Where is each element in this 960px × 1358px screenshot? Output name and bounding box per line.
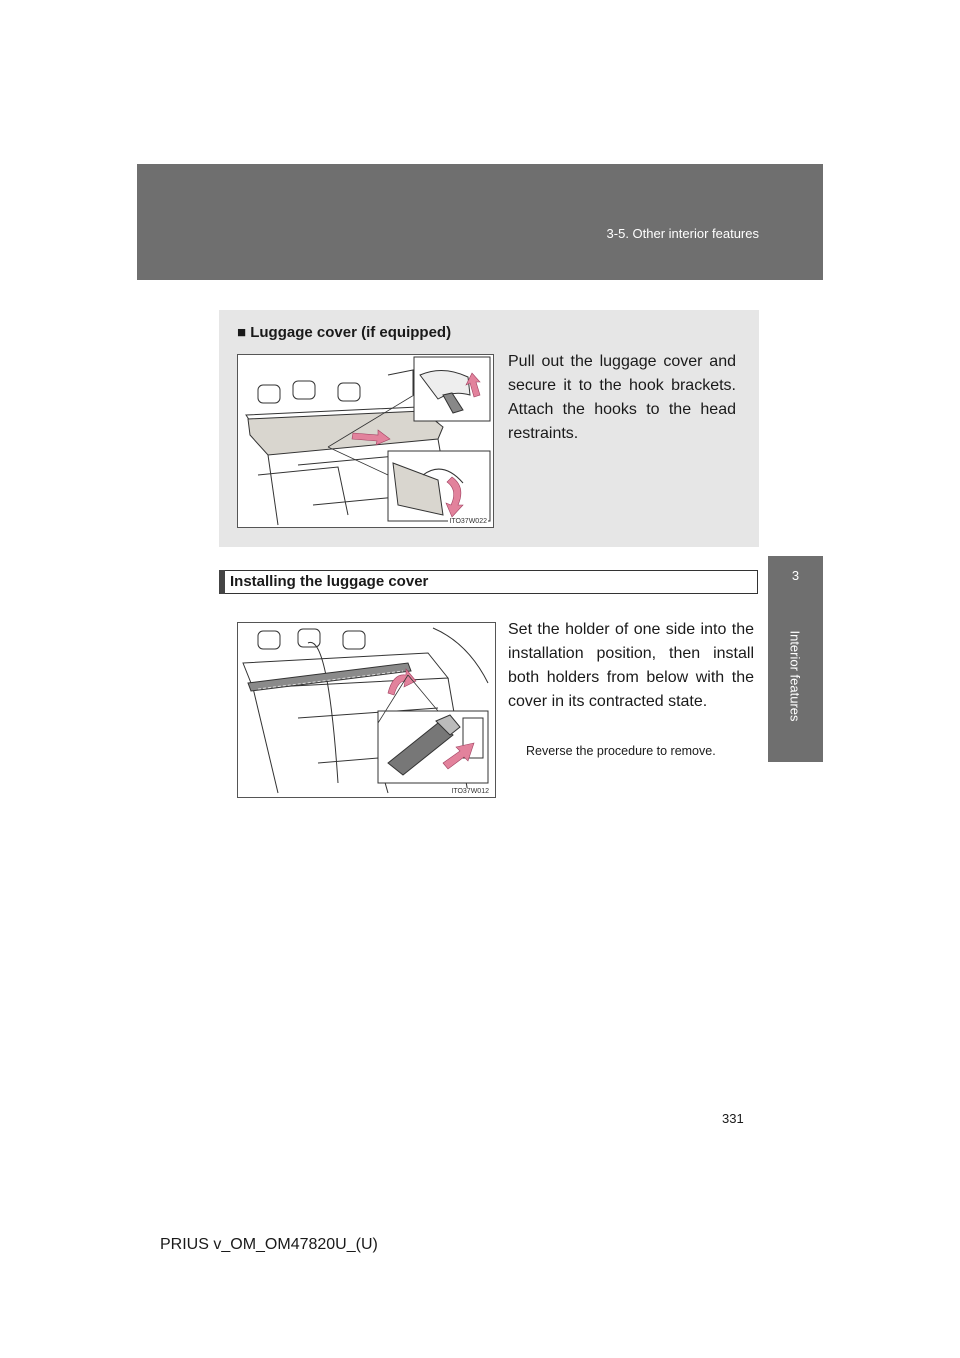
- install-illustration: [237, 622, 496, 798]
- header-band: [137, 164, 823, 280]
- section-heading: [219, 570, 759, 594]
- chapter-title: Interior features: [787, 630, 803, 722]
- luggage-cover-info-box: [219, 310, 759, 547]
- install-drawing: [238, 623, 495, 797]
- luggage-cover-illustration: [237, 354, 494, 528]
- figure-code: ITO37W022: [449, 518, 487, 525]
- info-box-heading: ■ Luggage cover (if equipped): [237, 324, 452, 341]
- figure-code: ITO37W012: [451, 788, 489, 795]
- chapter-number: 3: [791, 568, 800, 583]
- info-box-text: Pull out the luggage cover and secure it to the hook brackets. Attach the hooks to the head restraints.: [508, 353, 736, 442]
- document-id: PRIUS v_OM_OM47820U_(U): [160, 1236, 378, 1253]
- section-label: 3-5. Other interior features: [606, 226, 759, 241]
- page-number: 331: [722, 1111, 744, 1126]
- section-title: Installing the luggage cover: [230, 573, 429, 590]
- chapter-tab: [768, 556, 823, 762]
- luggage-cover-drawing: [238, 355, 493, 527]
- install-instructions: Set the holder of one side into the installation position, then install both holders from below with the cover in its contracted state.: [508, 621, 754, 710]
- removal-note: Reverse the procedure to remove.: [526, 744, 716, 758]
